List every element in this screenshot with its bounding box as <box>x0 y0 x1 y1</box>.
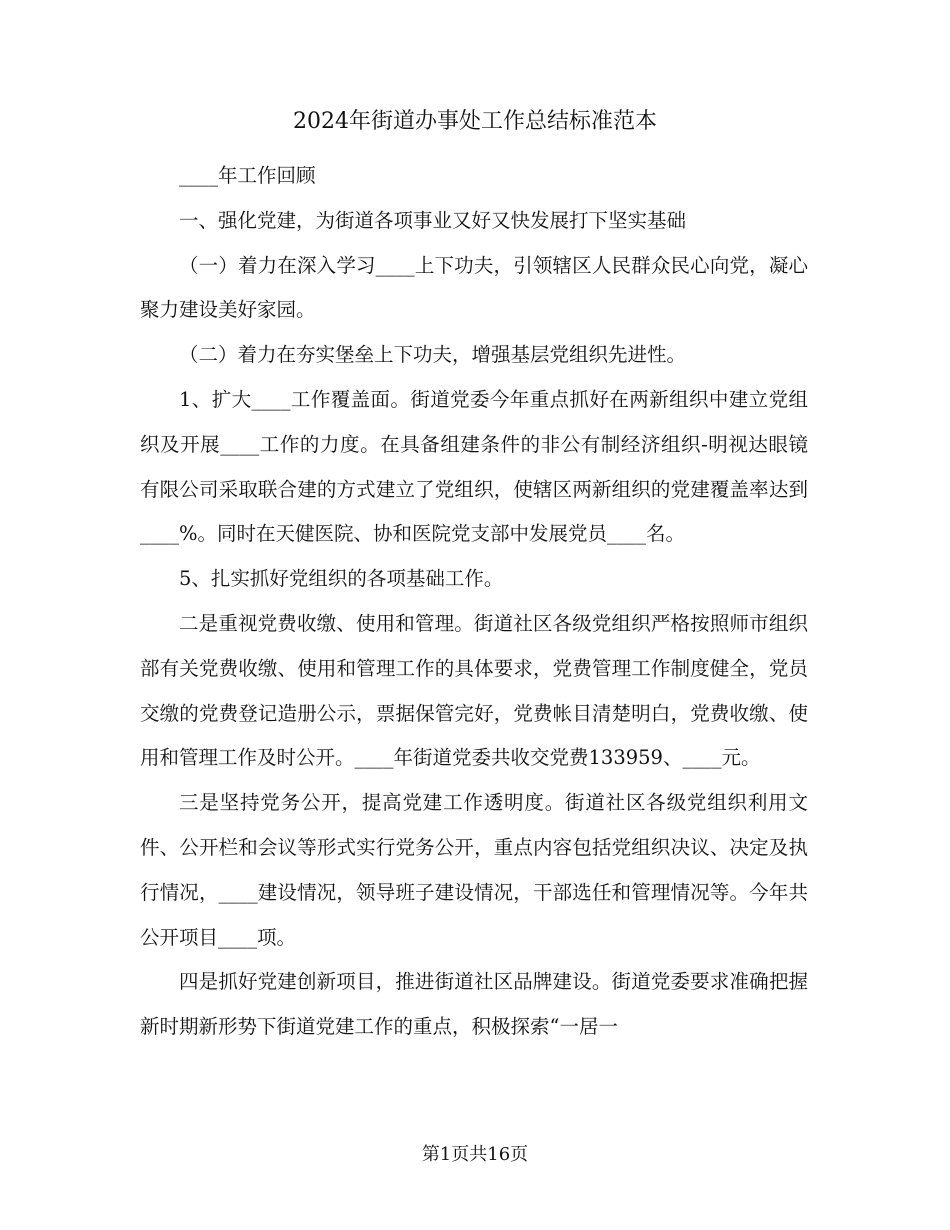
paragraph-item-one: 1、扩大____工作覆盖面。街道党委今年重点抓好在两新组织中建立党组织及开展____工作的力度。在具备组建条件的非公有制经济组织-明视达眼镜有限公司采取联合建的方式建立了党组织，使辖区两新组织的党建覆盖率达到____%。同时在天健医院、协和医院党支部中发展党员____名。 <box>140 387 808 546</box>
paragraph-point-four: 四是抓好党建创新项目，推进街道社区品牌建设。街道党委要求准确把握新时期新形势下街道党建工作的重点，积极探索“一居一 <box>140 970 808 1039</box>
paragraph-item-five: 5、扎实抓好党组织的各项基础工作。 <box>179 567 504 591</box>
paragraph-subsection-one: （一）着力在深入学习____上下功夫，引领辖区人民群众民心向党，凝心聚力建设美好家园。 <box>140 253 808 322</box>
paragraph-section-one-heading: 一、强化党建，为街道各项事业又好又快发展打下坚实基础 <box>179 208 687 232</box>
page-number-footer: 第1页共16页 <box>421 1144 529 1165</box>
paragraph-point-three: 三是坚持党务公开，提高党建工作透明度。街道社区各级党组织利用文件、公开栏和会议等形式实行党务公开，重点内容包括党组织决议、决定及执行情况，____建设情况，领导班子建设情况，干部选任和管理情况等。今年共公开项目____项。 <box>140 791 808 949</box>
document-title: 2024年街道办事处工作总结标准范本 <box>293 109 657 134</box>
paragraph-review-heading: ____年工作回顾 <box>179 164 316 187</box>
paragraph-subsection-two: （二）着力在夯实堡垒上下功夫，增强基层党组织先进性。 <box>179 343 687 367</box>
paragraph-point-two: 二是重视党费收缴、使用和管理。街道社区各级党组织严格按照师市组织部有关党费收缴、使用和管理工作的具体要求，党费管理工作制度健全，党员交缴的党费登记造册公示，票据保管完好，党费帐目清楚明白，党费收缴、使用和管理工作及时公开。____年街道党委共收交党费133959、____元。 <box>140 611 808 770</box>
document-body <box>140 154 808 1050</box>
